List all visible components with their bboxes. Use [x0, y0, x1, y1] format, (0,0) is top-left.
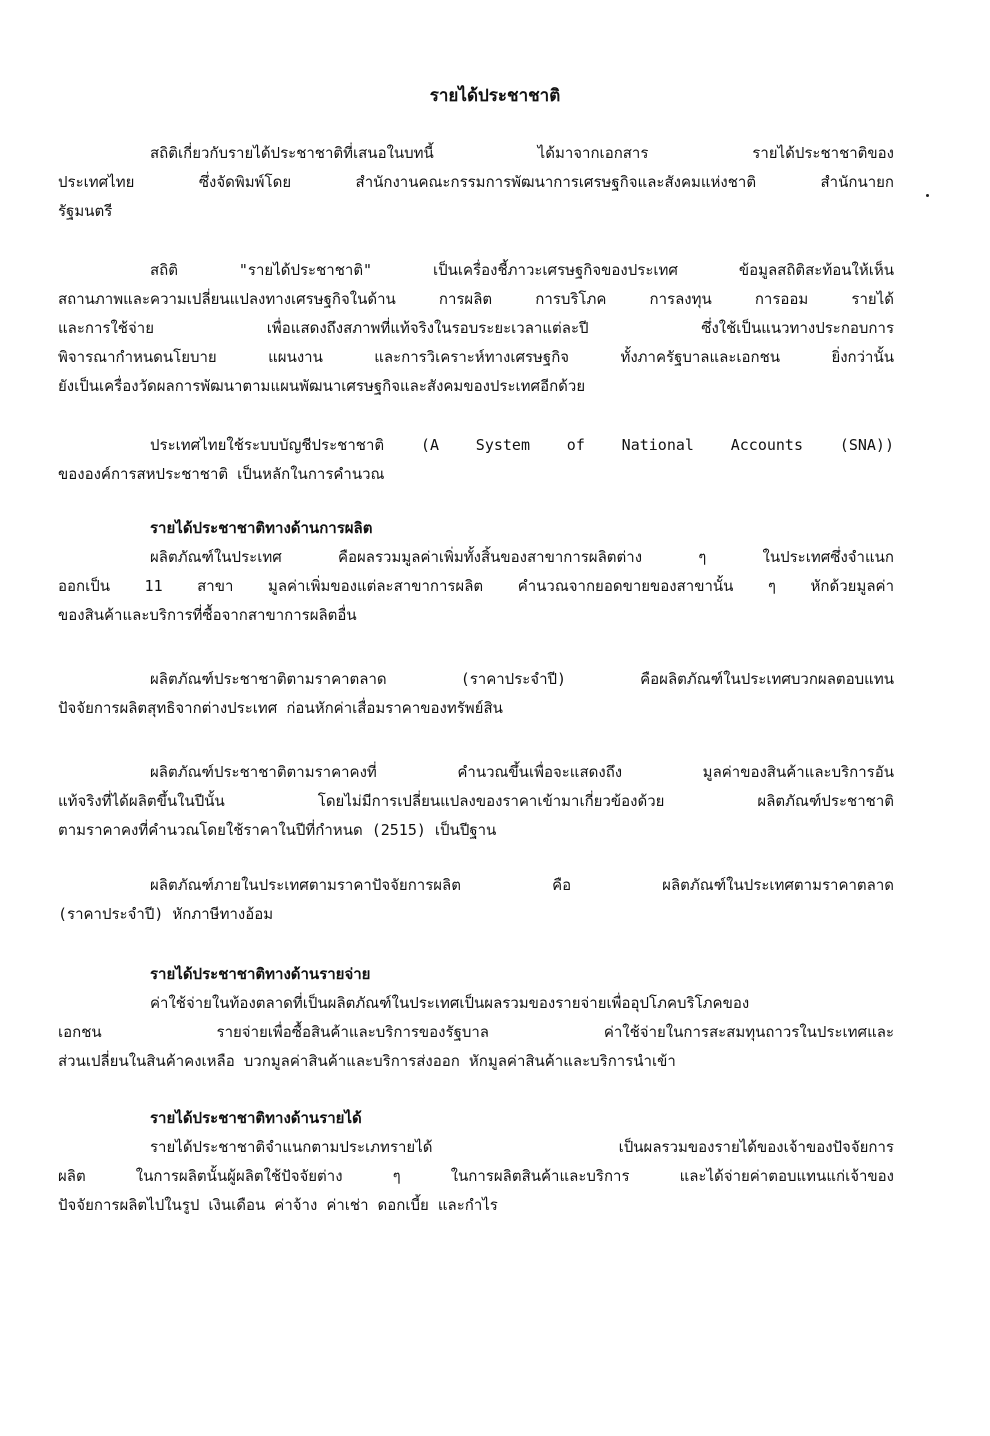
text-line: สถิติเกี่ยวกับรายได้ประชาชาติที่เสนอในบทนี้ ได้มาจากเอกสาร รายได้ประชาชาติของ [150, 144, 894, 162]
text-line: ประเทศไทยใช้ระบบบัญชีประชาชาติ (A System of National Accounts (SNA)) [150, 436, 894, 454]
text-line: ของสินค้าและบริการที่ซื้อจากสาขาการผลิตอื่น [58, 606, 357, 624]
text-line: ตามราคาคงที่คำนวณโดยใช้ราคาในปีที่กำหนด (2515) เป็นปีฐาน [58, 821, 497, 839]
paragraph-gnp-market-price [58, 665, 894, 723]
text-line: แท้จริงที่ได้ผลิตขึ้นในปีนั้น โดยไม่มีการเปลี่ยนแปลงของราคาเข้ามาเกี่ยวข้องด้วย ผลิตภัณฑ์ประชาชาติ [58, 792, 894, 810]
text-line: ผลิตภัณฑ์ภายในประเทศตามราคาปัจจัยการผลิต คือ ผลิตภัณฑ์ในประเทศตามราคาตลาด [150, 876, 894, 894]
intro-paragraph-purpose [58, 256, 894, 401]
text-line: ปัจจัยการผลิตสุทธิจากต่างประเทศ ก่อนหักค่าเสื่อมราคาของทรัพย์สิน [58, 699, 503, 717]
intro-paragraph-sna [58, 431, 894, 489]
intro-paragraph-source [58, 139, 894, 226]
text-line: (ราคาประจำปี) หักภาษีทางอ้อม [58, 905, 274, 923]
paragraph-gdp-factor-cost [58, 871, 894, 929]
page-title: รายได้ประชาชาติ [429, 86, 561, 106]
text-line: ผลิต ในการผลิตนั้นผู้ผลิตใช้ปัจจัยต่าง ๆ ในการผลิตสินค้าและบริการ และได้จ่ายค่าตอบแทนแก่เจ้าของ [58, 1167, 894, 1185]
section-production [58, 514, 894, 630]
section-heading: รายได้ประชาชาติทางด้านการผลิต [150, 519, 373, 537]
text-line: ประเทศไทย ซึ่งจัดพิมพ์โดย สำนักงานคณะกรรมการพัฒนาการเศรษฐกิจและสังคมแห่งชาติ สำนักนายก [58, 173, 894, 191]
text-line: ผลิตภัณฑ์ประชาชาติตามราคาคงที่ คำนวณขึ้นเพื่อจะแสดงถึง มูลค่าของสินค้าและบริการอัน [150, 763, 894, 781]
text-line: ค่าใช้จ่ายในท้องตลาดที่เป็นผลิตภัณฑ์ในประเทศเป็นผลรวมของรายจ่ายเพื่ออุปโภคบริโภคของ [150, 994, 750, 1012]
text-line: เอกชน รายจ่ายเพื่อซื้อสินค้าและบริการของรัฐบาล ค่าใช้จ่ายในการสะสมทุนถาวรในประเทศและ [58, 1023, 894, 1041]
section-heading: รายได้ประชาชาติทางด้านรายได้ [150, 1109, 362, 1127]
text-line: ผลิตภัณฑ์ประชาชาติตามราคาตลาด (ราคาประจำปี) คือผลิตภัณฑ์ในประเทศบวกผลตอบแทน [150, 670, 894, 688]
text-line: สถิติ "รายได้ประชาชาติ" เป็นเครื่องชี้ภาวะเศรษฐกิจของประเทศ ข้อมูลสถิติสะท้อนให้เห็น [150, 261, 894, 279]
text-line: และการใช้จ่าย เพื่อแสดงถึงสภาพที่แท้จริงในรอบระยะเวลาแต่ละปี ซึ่งใช้เป็นแนวทางประกอบการ [58, 319, 894, 337]
section-expenditure [58, 960, 894, 1076]
text-line: ปัจจัยการผลิตไปในรูป เงินเดือน ค่าจ้าง ค่าเช่า ดอกเบี้ย และกำไร [58, 1196, 498, 1214]
section-heading: รายได้ประชาชาติทางด้านรายจ่าย [150, 965, 371, 983]
text-line: ออกเป็น 11 สาขา มูลค่าเพิ่มของแต่ละสาขาการผลิต คำนวณจากยอดขายของสาขานั้น ๆ หักด้วยมูลค่า [58, 577, 894, 595]
text-line: รัฐมนตรี [58, 202, 113, 220]
text-line: สถานภาพและความเปลี่ยนแปลงทางเศรษฐกิจในด้าน การผลิต การบริโภค การลงทุน การออม รายได้ [58, 290, 894, 308]
text-line: ส่วนเปลี่ยนในสินค้าคงเหลือ บวกมูลค่าสินค้าและบริการส่งออก หักมูลค่าสินค้าและบริการนำเข้า [58, 1052, 676, 1070]
text-line: ยังเป็นเครื่องวัดผลการพัฒนาตามแผนพัฒนาเศรษฐกิจและสังคมของประเทศอีกด้วย [58, 377, 586, 395]
text-line: ขององค์การสหประชาชาติ เป็นหลักในการคำนวณ [58, 465, 385, 483]
text-line: พิจารณากำหนดนโยบาย แผนงาน และการวิเคราะห์ทางเศรษฐกิจ ทั้งภาครัฐบาลและเอกชน ยิ่งกว่านั้น [58, 348, 894, 366]
text-line: ผลิตภัณฑ์ในประเทศ คือผลรวมมูลค่าเพิ่มทั้งสิ้นของสาขาการผลิตต่าง ๆ ในประเทศซึ่งจำแนก [150, 548, 894, 566]
stray-dot [926, 194, 929, 197]
text-line: รายได้ประชาชาติจำแนกตามประเภทรายได้ เป็นผลรวมของรายได้ของเจ้าของปัจจัยการ [150, 1138, 894, 1156]
paragraph-gnp-constant-price [58, 758, 894, 845]
section-income [58, 1104, 894, 1220]
